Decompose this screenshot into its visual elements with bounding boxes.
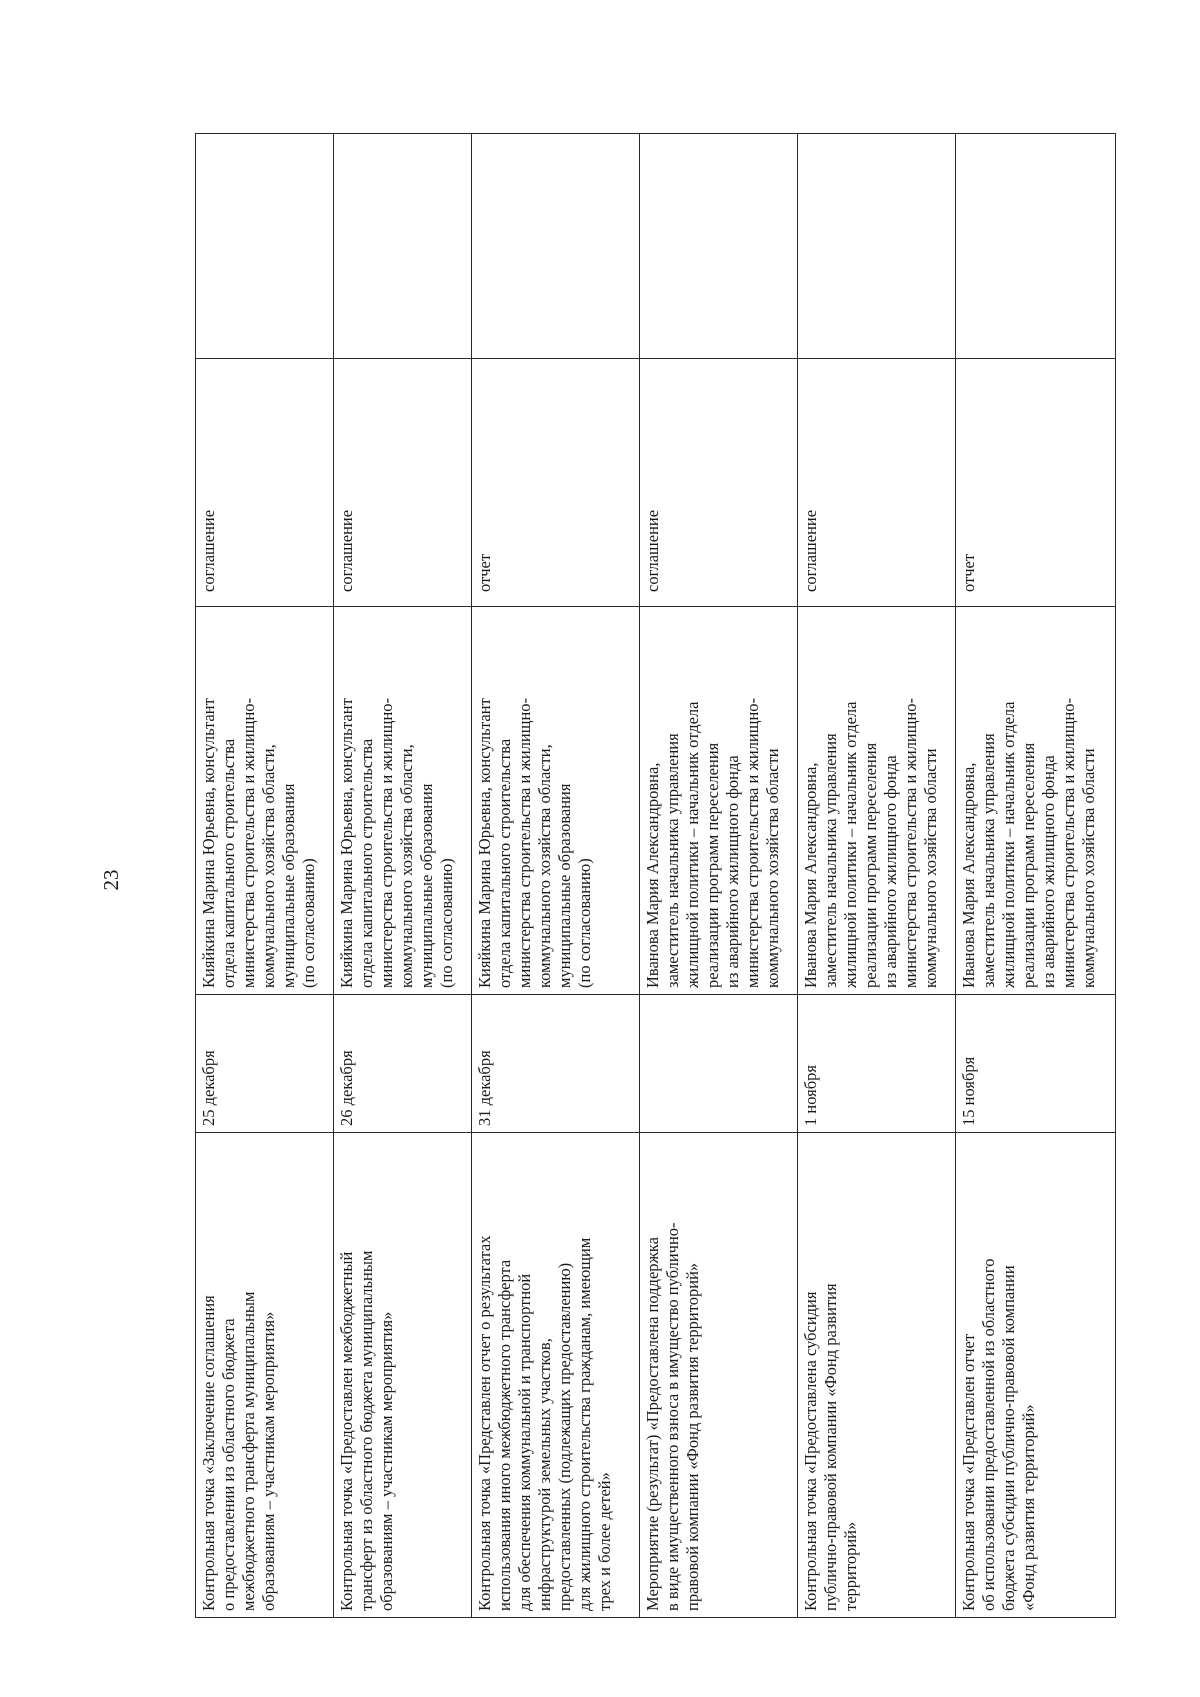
date-cell: 25 декабря <box>196 995 334 1133</box>
document-type-cell: отчет <box>956 359 1116 607</box>
table-row <box>196 134 334 1618</box>
date-cell: 15 ноября <box>956 995 1116 1133</box>
responsible-cell: Иванова Мария Александровна, заместитель начальника управления жилищной политики – начальник отдела реализации программ переселения из аварийного жилищного фонда министерства строительства и жилищно- коммунального хозяйства области <box>640 607 798 995</box>
event-cell: Контрольная точка «Представлен отчет о результатах использования иного межбюджетного трансферта для обеспечения коммунальной и транспортной инфраструктурой земельных участков, предоставленных (подлежащих предоставлению) для жилищного строительства гражданам, имеющим трех и более детей» <box>472 1133 640 1618</box>
date-cell <box>640 995 798 1133</box>
responsible-cell: Иванова Мария Александровна, заместитель начальника управления жилищной политики – начальник отдела реализации программ переселения из аварийного жилищного фонда министерства строительства и жилищно- коммунального хозяйства области <box>798 607 956 995</box>
event-cell: Контрольная точка «Предоставлен межбюджетный трансферт из областного бюджета муниципальным образованиям – участникам мероприятия» <box>334 1133 472 1618</box>
event-cell: Мероприятие (результат) «Предоставлена поддержка в виде имущественного взноса в имущество публично- правовой компании «Фонд развития территорий» <box>640 1133 798 1618</box>
responsible-cell: Иванова Мария Александровна, заместитель начальника управления жилищной политики – начальник отдела реализации программ переселения из аварийного жилищного фонда министерства строительства и жилищно- коммунального хозяйства области <box>956 607 1116 995</box>
document-type-cell: отчет <box>472 359 640 607</box>
responsible-cell: Кияйкина Марина Юрьевна, консультант отдела капитального строительства министерства строительства и жилищно- коммунального хозяйства области, муниципальные образования (по согласованию) <box>334 607 472 995</box>
note-cell <box>472 134 640 359</box>
document-type-cell: соглашение <box>640 359 798 607</box>
document-type-cell: соглашение <box>798 359 956 607</box>
responsible-cell: Кияйкина Марина Юрьевна, консультант отдела капитального строительства министерства строительства и жилищно- коммунального хозяйства области, муниципальные образования (по согласованию) <box>472 607 640 995</box>
table-row <box>798 134 956 1618</box>
document-type-cell: соглашение <box>334 359 472 607</box>
document-page <box>195 134 1115 1618</box>
note-cell <box>640 134 798 359</box>
responsible-cell: Кияйкина Марина Юрьевна, консультант отдела капитального строительства министерства строительства и жилищно- коммунального хозяйства области, муниципальные образования (по согласованию) <box>196 607 334 995</box>
document-type-cell: соглашение <box>196 359 334 607</box>
date-cell: 31 декабря <box>472 995 640 1133</box>
control-points-table <box>195 133 1116 1618</box>
event-cell: Контрольная точка «Заключение соглашения о предоставлении из областного бюджета межбюджетного трансферта муниципальным образованиям – участникам мероприятия» <box>196 1133 334 1618</box>
event-cell: Контрольная точка «Предоставлена субсидия публично-правовой компании «Фонд развития территорий» <box>798 1133 956 1618</box>
table-row <box>956 134 1116 1618</box>
rotated-table-wrapper <box>195 134 1115 1618</box>
note-cell <box>956 134 1116 359</box>
note-cell <box>798 134 956 359</box>
table-row <box>334 134 472 1618</box>
note-cell <box>334 134 472 359</box>
date-cell: 1 ноября <box>798 995 956 1133</box>
table-row <box>640 134 798 1618</box>
table-row <box>472 134 640 1618</box>
page-number: 23 <box>99 869 123 891</box>
date-cell: 26 декабря <box>334 995 472 1133</box>
event-cell: Контрольная точка «Представлен отчет об использовании предоставленной из областного бюджета субсидии публично-правовой компании «Фонд развития территорий» <box>956 1133 1116 1618</box>
note-cell <box>196 134 334 359</box>
